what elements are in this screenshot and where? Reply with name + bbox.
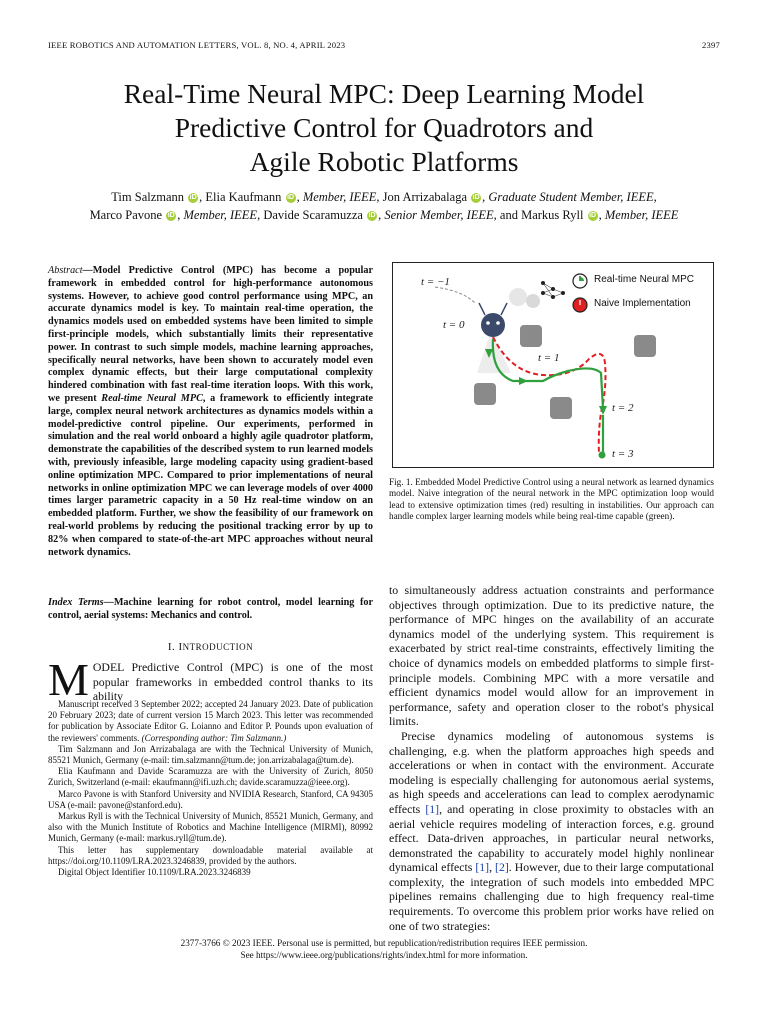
footnote <box>48 699 373 744</box>
citation-link[interactable]: [1] <box>425 801 440 816</box>
author-role: Graduate Student Member, IEEE <box>488 190 654 204</box>
index-terms: Index Terms—Machine learning for robot control, model learning for control, aerial systems: Mechanics and control. <box>48 597 373 621</box>
copyright-link-line: See https://www.ieee.org/publications/rights/index.html for more information. <box>240 949 528 960</box>
figure-caption <box>389 477 714 523</box>
nn-node <box>551 295 555 299</box>
section-number: I. <box>167 641 176 653</box>
footnote: Elia Kaufmann and Davide Scaramuzza are with the University of Zurich, 8050 Zurich, Switzerland (e-mail: ekaufmann@ifi.uzh.ch; davide.scaramuzza@ieee.org). <box>48 766 373 788</box>
figure-1 <box>392 262 714 468</box>
page-number: 2397 <box>702 40 720 50</box>
journal-name: IEEE ROBOTICS AND AUTOMATION LETTERS, VOL. 8, NO. 4, APRIL 2023 <box>48 40 346 50</box>
author-name: Markus Ryll <box>521 208 584 222</box>
robot-icon <box>481 313 505 337</box>
orcid-icon[interactable]: iD <box>167 212 175 219</box>
author-line: Tim Salzmann iD , Elia Kaufmann iD , Member, IEEE, Jon Arrizabalaga iD , Graduate Student Member, IEEE, <box>111 190 657 204</box>
copyright-line: 2377-3766 © 2023 IEEE. Personal use is permitted, but republication/redistribution requires IEEE permission. <box>180 938 588 948</box>
robot-eye <box>486 321 490 325</box>
obstacle <box>634 335 656 357</box>
orcid-icon[interactable]: iD <box>189 194 197 201</box>
time-label: t = 2 <box>612 402 634 414</box>
ghost-robot <box>526 294 540 308</box>
abstract-text-2: , a framework to efficiently integrate large, complex neural network architectures as dynamics models within a model-predictive control pipeline. Our experiments, performed in simulation and the real world onboard a highly agile quadrotor platform, demonstrate the capabilities of the described system to run learned models with, previously infeasible, large modeling capacity using gradient-based online optimization MPC. Compared to prior implementations of neural networks in online optimization MPC we can leverage models of over 4000 times larger parametric capacity in a 50 Hz real-time window on an embedded platform. Further, we show the feasibility of our framework on real-world problems by reducing the positional tracking error by up to 82% when compared to state-of-the-art MPC approaches without neural network dynamics. <box>48 392 374 558</box>
robot-antenna <box>501 303 507 315</box>
paragraph-text: . However, due to their large computational complexity, the integration of such models into embedded MPC pipelines remains challenging due to high frequency real-time requirements. To overcome this problem prior works have relied on one of two strategies: <box>389 860 714 933</box>
robot-eye <box>496 321 500 325</box>
nn-node <box>561 291 565 295</box>
abstract-emphasis: Real-time Neural MPC <box>101 392 203 404</box>
caption-text: Embedded Model Predictive Control using a neural network as learned dynamics model. Naive integration of the neural network in the MPC optimization loop would lead to extensive optimization times (red) resulting in instabilities. Our approach can handle complex larger learning models while being real-time capable (green). <box>389 477 715 522</box>
arrowhead <box>599 406 607 415</box>
footnote: Digital Object Identifier 10.1109/LRA.2023.3246839 <box>58 867 251 878</box>
arrowhead <box>519 377 528 385</box>
author-line: Marco Pavone iD , Member, IEEE, Davide Scaramuzza iD , Senior Member, IEEE, and Markus Ryll iD , Member, IEEE <box>89 208 679 222</box>
abstract-label: Abstract <box>48 265 83 276</box>
author-role: Senior Member, IEEE <box>384 208 494 222</box>
nn-node <box>541 281 545 285</box>
orcid-icon[interactable]: iD <box>472 194 480 201</box>
time-label: t = −1 <box>421 276 450 288</box>
paragraph-text: , and operating in close proximity to obstacles with an aerial vehicle requires modeling of interaction forces, e.g. ground effect. Data-driven approaches, in particular neural networks, demonstrated the capability to accurately model highly nonlinear dynamical effects <box>389 801 715 875</box>
author-role: Member, IEEE <box>183 208 258 222</box>
abstract: Abstract—Model Predictive Control (MPC) has become a popular framework in embedded control for high-performance autonomous systems. However, to achieve good control performance using MPC, an accurate dynamics model is key. To maintain real-time operation, the dynamics models used on embedded systems have been limited to simple first-principle models, which substantially limits their representative power. In contrast to such simple models, machine learning approaches, specifically neural networks, have been shown to accurately model even complex dynamic effects, but their large computational complexity hindered combination with fast real-time iteration loops. With this work, we present Real-time Neural MPC, a framework to efficiently integrate large, complex neural network architectures as dynamics models within a model-predictive control pipeline. Our experiments, performed in simulation and the real world onboard a highly agile quadrotor platform, demonstrate the capabilities of the described system to run learned models with, previously infeasible, large modeling capacity using gradient-based online optimization MPC. Compared to prior implementations of neural networks in online optimization MPC we can leverage models of over 4000 times larger parametric capacity in a 50 Hz real-time window on an embedded platform. Further, we show the feasibility of our framework on real-world problems by reducing the positional tracking error by up to 82% when compared to state-of-the-art MPC approaches without neural network dynamics. <box>48 265 374 558</box>
body-text <box>389 583 714 933</box>
orcid-icon[interactable]: iD <box>589 212 597 219</box>
author-list <box>40 188 728 224</box>
nn-node <box>541 291 545 295</box>
time-label: t = 1 <box>538 352 560 364</box>
goal-point <box>599 452 606 459</box>
orcid-icon[interactable]: iD <box>368 212 376 219</box>
intro-paragraph <box>48 654 373 705</box>
author-role: Member, IEEE <box>604 208 679 222</box>
title-line: Agile Robotic Platforms <box>249 146 519 177</box>
title-line: Predictive Control for Quadrotors and <box>174 112 594 143</box>
title-line: Real-Time Neural MPC: Deep Learning Model <box>123 78 645 109</box>
author-name: Marco Pavone <box>89 208 163 222</box>
footnote: This letter has supplementary downloadable material available at https://doi.org/10.1109/LRA.2023.3246839, provided by the authors. <box>48 844 373 866</box>
index-terms-text: Machine learning for robot control, model learning for control, aerial systems: Mechanics and control. <box>48 597 373 621</box>
citation-link[interactable]: [2] <box>495 860 509 875</box>
ghost-robot <box>509 288 527 306</box>
copyright-footer <box>48 938 720 961</box>
obstacle <box>550 397 572 419</box>
paragraph-text: Precise dynamics modeling of autonomous systems is challenging, e.g. when the platform approaches high speeds and accelerations or when in contact with the environment. Accurate modeling is especially challenging for autonomous aerial systems, as high speeds and accelerations can lead to complex aerodynamic effects <box>389 728 714 816</box>
footnote: Markus Ryll is with the Technical University of Munich, 85521 Munich, Germany, and also with the Munich Institute of Robotics and Machine Intelligence (MIRMI), 80992 Munich, Germany (e-mail: markus.ryll@tum.de). <box>48 811 373 844</box>
orcid-icon[interactable]: iD <box>287 194 295 201</box>
section-title-rest: NTRODUCTION <box>182 642 254 652</box>
paragraph: to simultaneously address actuation constraints and performance objectives through optimization. Due to its predictive nature, the performance of MPC hinges on the availability of an accurate dynamics model of the underlying system. This requirement is exacerbated by strict real-time constraints, effectively limiting the choice of dynamics models on embedded platforms to simple first-principle models. Combining MPC with a more versatile and efficient dynamics model would allow for an improvement in performance, safety and operation closer to the robot's physical limits. <box>389 583 714 729</box>
corresponding-author: (Corresponding author: Tim Salzmann.) <box>141 732 287 743</box>
intro-text: ODEL Predictive Control (MPC) is one of the most popular frameworks in embedded control thanks to its ability <box>92 660 373 704</box>
paper-title <box>40 77 728 179</box>
nn-node <box>551 287 555 291</box>
time-label: t = 0 <box>443 319 465 331</box>
figure-illustration <box>393 263 713 467</box>
author-role: Member, IEEE <box>302 190 377 204</box>
footnotes <box>48 699 373 878</box>
citation-link[interactable]: [1] <box>475 860 490 875</box>
index-terms-label: Index Terms <box>48 597 104 608</box>
time-label: t = 3 <box>612 448 634 460</box>
legend-naive: Naive Implementation <box>594 298 691 309</box>
author-name: Davide Scaramuzza <box>263 208 363 222</box>
section-title-first: I <box>178 641 183 653</box>
obstacle <box>520 325 542 347</box>
robot-antenna <box>479 303 485 315</box>
footnote: Marco Pavone is with Stanford University and NVIDIA Research, Stanford, CA 94305 USA (e-mail: pavone@stanford.edu). <box>48 788 373 810</box>
drop-cap: M <box>48 654 89 705</box>
abstract-text: Model Predictive Control (MPC) has become a popular framework in embedded control for high-performance autonomous systems. However, to achieve good control performance using MPC, an accurate dynamics model is key. To maintain real-time operation, the dynamics models used on embedded systems have been limited to simple first-principle models, which substantially limits their representative power. In contrast to such simple models, machine learning approaches, specifically neural networks, have been shown to accurately model even complex dynamic effects, but their large computational complexity hindered combination with fast real-time iteration loops. With this work, we present <box>48 265 373 404</box>
author-name: Tim Salzmann <box>111 190 185 204</box>
realtime-trajectory <box>493 339 603 409</box>
section-heading <box>48 641 373 653</box>
author-conjunction: and <box>499 208 518 222</box>
author-name: Elia Kaufmann <box>205 190 282 204</box>
caption-label: Fig. 1. <box>389 477 413 487</box>
footnote-text: Manuscript received 3 September 2022; accepted 24 January 2023. Date of publication 20 February 2023; date of current version 15 March 2023. This letter was recommended for publication by Associate Editor G. Loianno and Editor P. Pounds upon evaluation of the reviewers' comments. <box>48 699 373 743</box>
legend-realtime: Real-time Neural MPC <box>594 274 695 285</box>
time-arrow <box>435 287 475 303</box>
footnote: Tim Salzmann and Jon Arrizabalaga are with the Technical University of Munich, 85521 Munich, Germany (e-mail: tim.salzmann@tum.de; jon.arrizabalaga@tum.de). <box>48 743 373 766</box>
paragraph: Precise dynamics modeling of autonomous systems is challenging, e.g. when the platform approaches high speeds and accelerations or when in contact with the environment. Accurate modeling is especially challenging for autonomous aerial systems, as high speeds and accelerations can lead to complex aerodynamic effects [1], and operating in close proximity to obstacles with an aerial vehicle requires modeling of interaction forces, e.g. ground effect. Data-driven approaches, in particular neural networks, demonstrated the capability to accurately model highly nonlinear dynamical effects [1], [2]. However, due to their large computational complexity, the integration of such models into embedded MPC pipelines remains challenging due to high frequency real-time requirements. To overcome this problem prior works have relied on one of two strategies: <box>389 728 715 933</box>
obstacle <box>474 383 496 405</box>
author-name: Jon Arrizabalaga <box>382 190 467 204</box>
